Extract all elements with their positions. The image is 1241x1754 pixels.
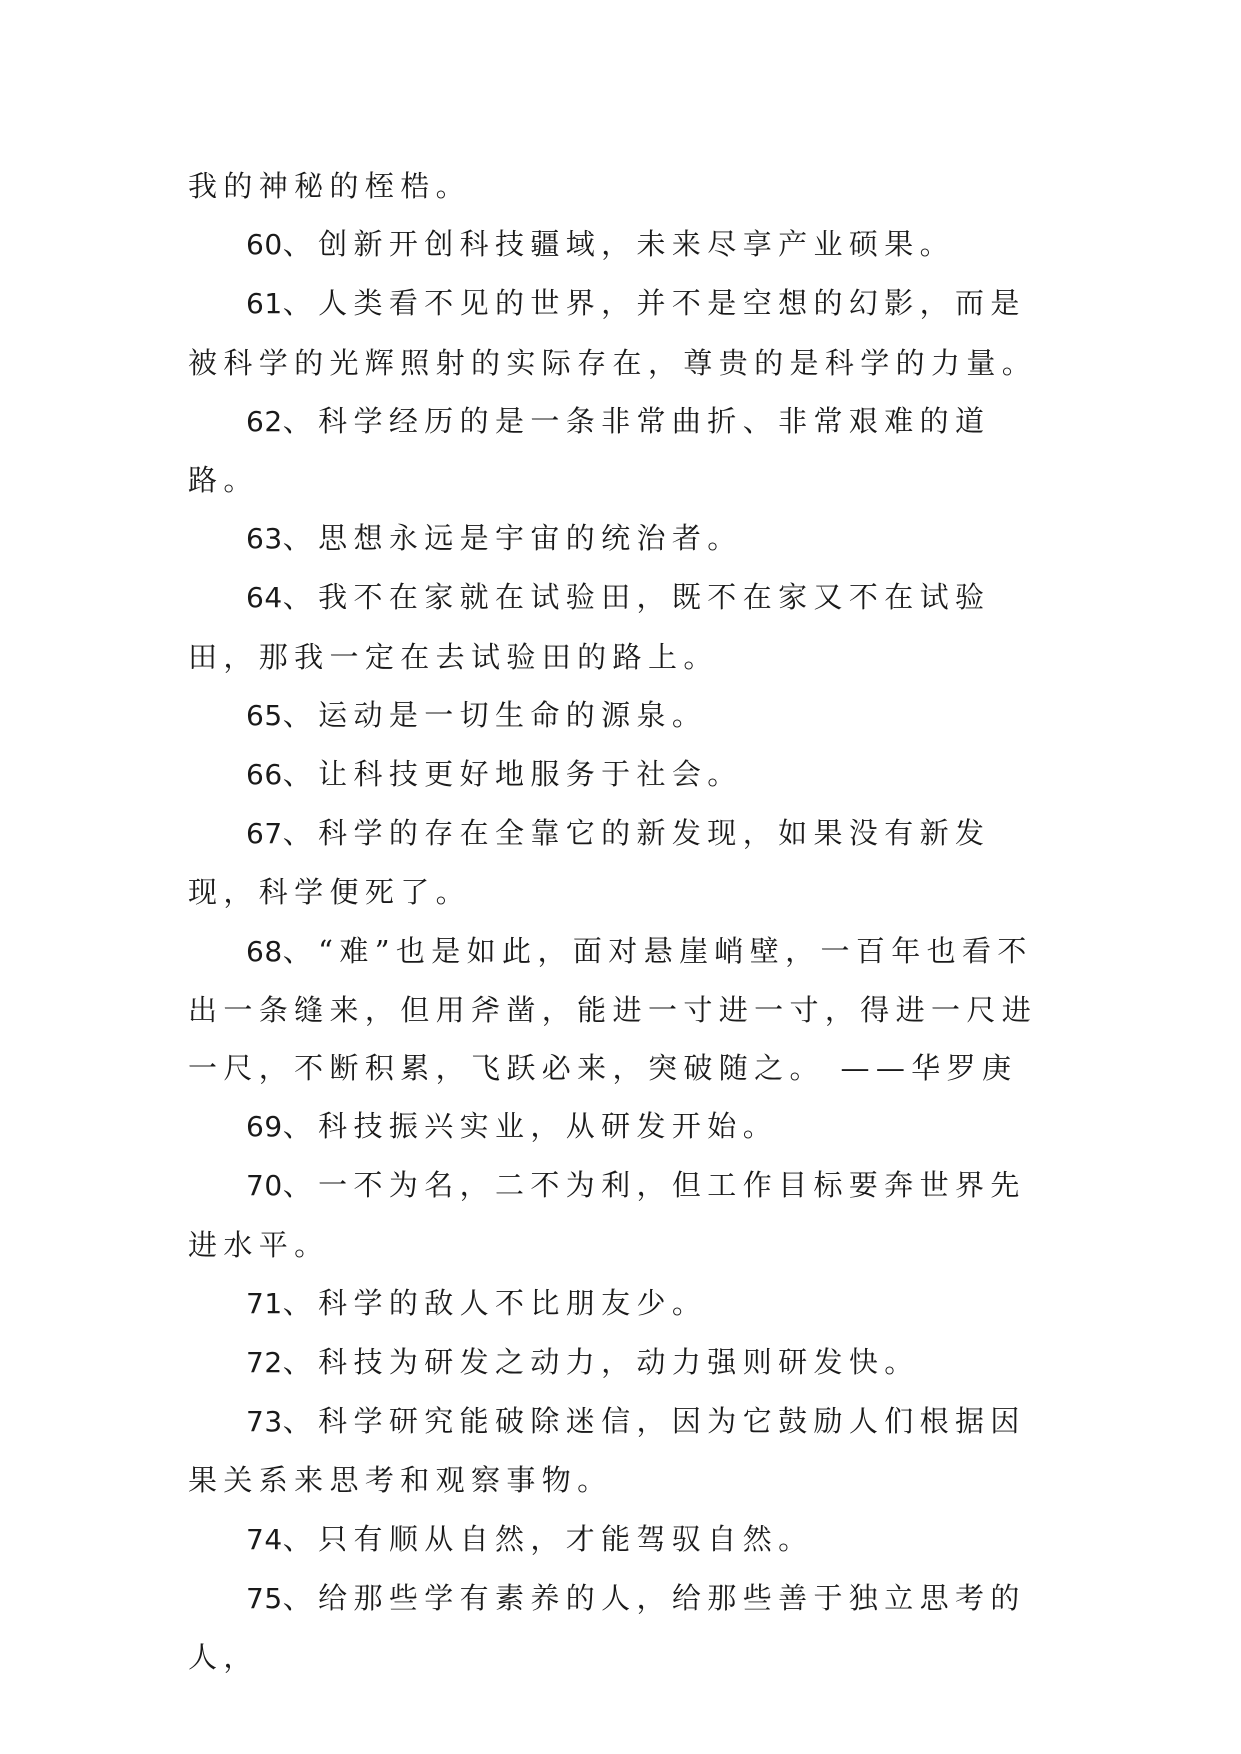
item-text: 、人类看不见的世界，并不是空想的幻影，而是被科学的光辉照射的实际存在，尊贵的是科学的力量。 — [188, 286, 1038, 380]
item-number: 70 — [246, 1169, 283, 1203]
item-text: 、运动是一切生命的源泉。 — [282, 697, 708, 732]
item-number: 63 — [246, 522, 283, 556]
list-item — [188, 922, 1054, 1098]
item-number: 75 — [246, 1581, 283, 1615]
item-number: 72 — [246, 1346, 283, 1380]
item-text: 、只有顺从自然，才能驾驭自然。 — [282, 1521, 814, 1556]
item-text: 、科学研究能破除迷信，因为它鼓励人们根据因果关系来思考和观察事物。 — [188, 1404, 1026, 1498]
list-item — [188, 1097, 1054, 1156]
item-text: 、创新开创科技疆域，未来尽享产业硕果。 — [282, 227, 955, 262]
list-item — [188, 215, 1054, 274]
list-item — [188, 686, 1054, 745]
list-item — [188, 1156, 1054, 1273]
list-item — [188, 509, 1054, 568]
item-number: 67 — [246, 817, 283, 851]
item-text: 、科学的存在全靠它的新发现，如果没有新发现，科学便死了。 — [188, 816, 991, 910]
item-text: 、让科技更好地服务于社会。 — [282, 757, 743, 792]
item-text: 、科学经历的是一条非常曲折、非常艰难的道路。 — [188, 403, 991, 498]
list-item — [188, 804, 1054, 921]
item-text: 、给那些学有素养的人，给那些善于独立思考的人， — [188, 1580, 1026, 1675]
item-number: 74 — [246, 1522, 283, 1556]
item-text: 、一不为名，二不为利，但工作目标要奔世界先进水平。 — [188, 1168, 1026, 1262]
list-item — [188, 568, 1054, 685]
item-text: 、我不在家就在试验田，既不在家又不在试验田，那我一定在去试验田的路上。 — [188, 580, 991, 674]
item-number: 61 — [246, 287, 283, 321]
item-number: 68 — [246, 934, 283, 968]
item-number: 60 — [246, 228, 283, 262]
continuation-line: 我的神秘的桎梏。 — [188, 169, 472, 203]
item-number: 62 — [246, 404, 283, 438]
item-text: 、思想永远是宇宙的统治者。 — [282, 521, 743, 556]
item-number: 66 — [246, 758, 283, 792]
list-item — [188, 1274, 1054, 1333]
list-item — [188, 745, 1054, 804]
list-item — [188, 274, 1054, 391]
item-text: 、科学的敌人不比朋友少。 — [282, 1285, 708, 1320]
item-number: 71 — [246, 1286, 283, 1320]
item-text: 、科技振兴实业，从研发开始。 — [282, 1109, 779, 1144]
list-item — [188, 1333, 1054, 1392]
item-number: 64 — [246, 581, 283, 615]
item-number: 73 — [246, 1405, 283, 1439]
item-text: 、科技为研发之动力，动力强则研发快。 — [282, 1345, 920, 1380]
item-number: 69 — [246, 1110, 283, 1144]
item-text: 、“难”也是如此，面对悬崖峭壁，一百年也看不出一条缝来，但用斧凿，能进一寸进一寸，得进一尺进一尺，不断积累，飞跃必来，突破随之。 ——华罗庚 — [188, 933, 1038, 1086]
list-item — [188, 1510, 1054, 1569]
list-item — [188, 1392, 1054, 1509]
document-body — [188, 157, 1054, 1686]
item-number: 65 — [246, 698, 283, 732]
list-item — [188, 392, 1054, 509]
list-item — [188, 1569, 1054, 1686]
